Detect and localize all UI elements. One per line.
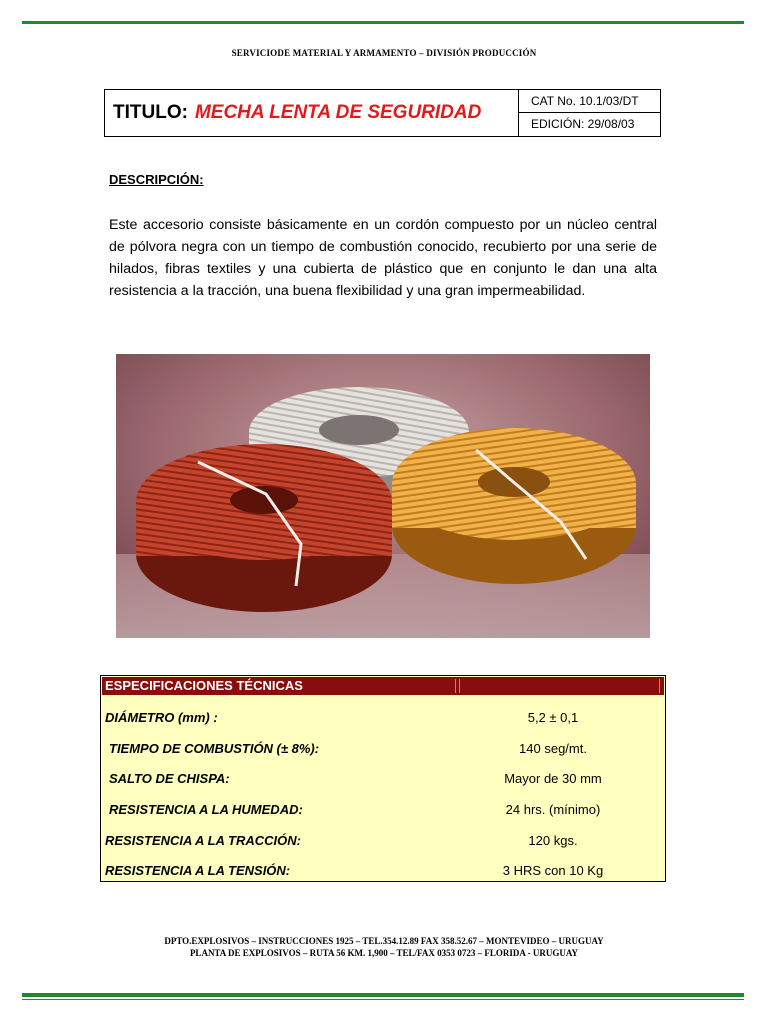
spec-value: 3 HRS con 10 Kg (502, 863, 604, 878)
spec-label: SALTO DE CHISPA: (109, 771, 230, 786)
spec-label: RESISTENCIA A LA HUMEDAD: (109, 802, 303, 817)
spec-row-diameter (101, 710, 665, 730)
title-label: TITULO: (113, 102, 188, 123)
header-separator (455, 679, 460, 693)
title-cell (105, 90, 519, 136)
description-body: Este accesorio consiste básicamente en un cordón compuesto por un núcleo central de pólvora negra con un tiempo de combustión conocido, recubierto por una serie de hilados, fibras textiles y una cubierta de plástico que en conjunto le dan una alta resistencia a la tracción, una buena flexibilidad y una gran impermeabilidad. (109, 217, 657, 299)
description-heading: DESCRIPCIÓN: (109, 172, 204, 187)
spec-table (100, 675, 666, 882)
catalog-number: CAT No. 10.1/03/DT (519, 90, 660, 113)
top-rule (22, 21, 744, 24)
title-value: MECHA LENTA DE SEGURIDAD (194, 102, 482, 123)
spec-row-traction (101, 833, 665, 853)
yellow-coil (392, 428, 636, 584)
spec-value: 24 hrs. (mínimo) (505, 802, 601, 817)
spec-heading-text: ESPECIFICACIONES TÉCNICAS (105, 678, 303, 693)
spec-table-heading (102, 677, 664, 695)
org-header: SERVICIODE MATERIAL Y ARMAMENTO – DIVISIÓN PRODUCCIÓN (231, 48, 537, 58)
spec-row-humidity (101, 802, 665, 822)
footer-line-1: DPTO.EXPLOSIVOS – INSTRUCCIONES 1925 – TEL.354.12.89 FAX 358.52.67 – MONTEVIDEO – URUGUAY (164, 936, 604, 946)
bottom-rule-thin (22, 999, 744, 1000)
bottom-rule (22, 993, 744, 997)
spec-label: RESISTENCIA A LA TRACCIÓN: (105, 833, 301, 848)
spec-value: Mayor de 30 mm (504, 771, 602, 786)
title-box (104, 89, 661, 137)
spec-label: DIÁMETRO (mm) : (105, 710, 218, 725)
red-coil (136, 444, 392, 612)
spec-row-tension (101, 863, 665, 883)
product-photo (116, 354, 650, 638)
spec-label: RESISTENCIA A LA TENSIÓN: (105, 863, 291, 878)
header-separator-right (659, 679, 662, 693)
spec-value: 120 kgs. (528, 833, 578, 848)
spec-label: TIEMPO DE COMBUSTIÓN (± 8%): (109, 741, 320, 756)
spec-value: 140 seg/mt. (519, 741, 587, 756)
spec-row-combustion (101, 741, 665, 761)
spec-value: 5,2 ± 0,1 (527, 710, 579, 725)
footer-line-2: PLANTA DE EXPLOSIVOS – RUTA 56 KM. 1,900 – TEL/FAX 0353 0723 – FLORIDA - URUGUAY (189, 948, 579, 958)
edition-date: EDICIÓN: 29/08/03 (531, 117, 635, 131)
spec-row-spark (101, 771, 665, 791)
